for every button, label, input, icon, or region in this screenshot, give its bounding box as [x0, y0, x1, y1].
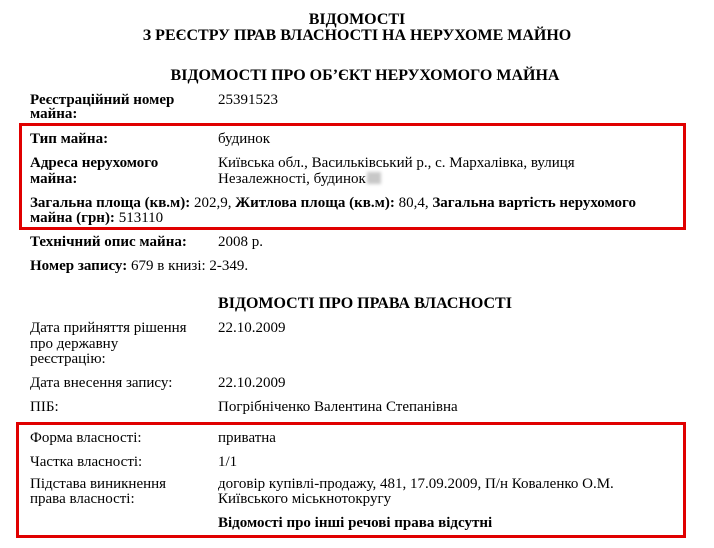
total-cost-value: 513110 — [114, 210, 164, 226]
total-area-value: 202,9, — [190, 195, 232, 211]
address-label-2: майна: — [30, 171, 78, 187]
rights-section-heading: ВІДОМОСТІ ПРО ПРАВА ВЛАСНОСТІ — [218, 295, 512, 312]
record-number-value: 679 в книзі: 2-349. — [127, 258, 249, 274]
ownership-share-value: 1/1 — [218, 454, 238, 470]
total-cost-label-2: майна (грн): — [30, 210, 115, 226]
ownership-basis-value-1: договір купівлі-продажу, 481, 17.09.2009, П/н Коваленко О.М. — [218, 476, 614, 492]
document-title-line-2: З РЕЄСТРУ ПРАВ ВЛАСНОСТІ НА НЕРУХОМЕ МАЙНО — [142, 27, 572, 44]
owner-name-value: Погрібніченко Валентина Степанівна — [218, 399, 458, 415]
ownership-share-label: Частка власності: — [30, 454, 143, 470]
decision-date-label-3: реєстрацію: — [30, 351, 106, 367]
address-label-1: Адреса нерухомого — [30, 155, 159, 171]
ownership-basis-value-2: Київського міськнотокругу — [218, 491, 392, 507]
record-number-label: Номер запису: — [30, 258, 128, 274]
ownership-form-value: приватна — [218, 430, 276, 446]
reg-number-label-1: Реєстраційний номер — [30, 92, 175, 108]
address-value-line-1: Київська обл., Васильківський р., с. Мархалівка, вулиця — [218, 155, 575, 171]
total-cost-line — [30, 210, 163, 227]
address-value-line-2-text: Незалежності, будинок — [218, 171, 366, 187]
tech-description-value: 2008 р. — [218, 234, 263, 250]
ownership-basis-label-1: Підстава виникнення — [30, 476, 167, 492]
address-value-line-2 — [218, 171, 381, 188]
tech-description-label: Технічний опис майна: — [30, 234, 187, 250]
total-cost-label-1: Загальна вартість нерухомого — [432, 195, 636, 211]
living-area-value: 80,4, — [394, 195, 429, 211]
object-section-heading: ВІДОМОСТІ ПРО ОБ’ЄКТ НЕРУХОМОГО МАЙНА — [170, 67, 560, 84]
document-title-line-1: ВІДОМОСТІ — [308, 11, 406, 28]
redacted-house-number — [367, 172, 381, 184]
ownership-form-label: Форма власності: — [30, 430, 142, 446]
decision-date-value: 22.10.2009 — [218, 320, 286, 336]
reg-number-label-2: майна: — [30, 106, 78, 122]
ownership-basis-label-2: права власності: — [30, 491, 135, 507]
property-type-value: будинок — [218, 131, 271, 147]
total-area-label: Загальна площа (кв.м): — [30, 195, 191, 211]
decision-date-label-1: Дата прийняття рішення — [30, 320, 187, 336]
property-type-label: Тип майна: — [30, 131, 109, 147]
decision-date-label-2: про державну — [30, 336, 119, 352]
owner-name-label: ПІБ: — [30, 399, 59, 415]
living-area-label: Житлова площа (кв.м): — [235, 195, 395, 211]
entry-date-value: 22.10.2009 — [218, 375, 286, 391]
entry-date-label: Дата внесення запису: — [30, 375, 173, 391]
other-rights-note: Відомості про інші речові права відсутні — [218, 515, 493, 531]
reg-number-value: 25391523 — [218, 92, 278, 108]
record-number-line — [30, 258, 248, 275]
